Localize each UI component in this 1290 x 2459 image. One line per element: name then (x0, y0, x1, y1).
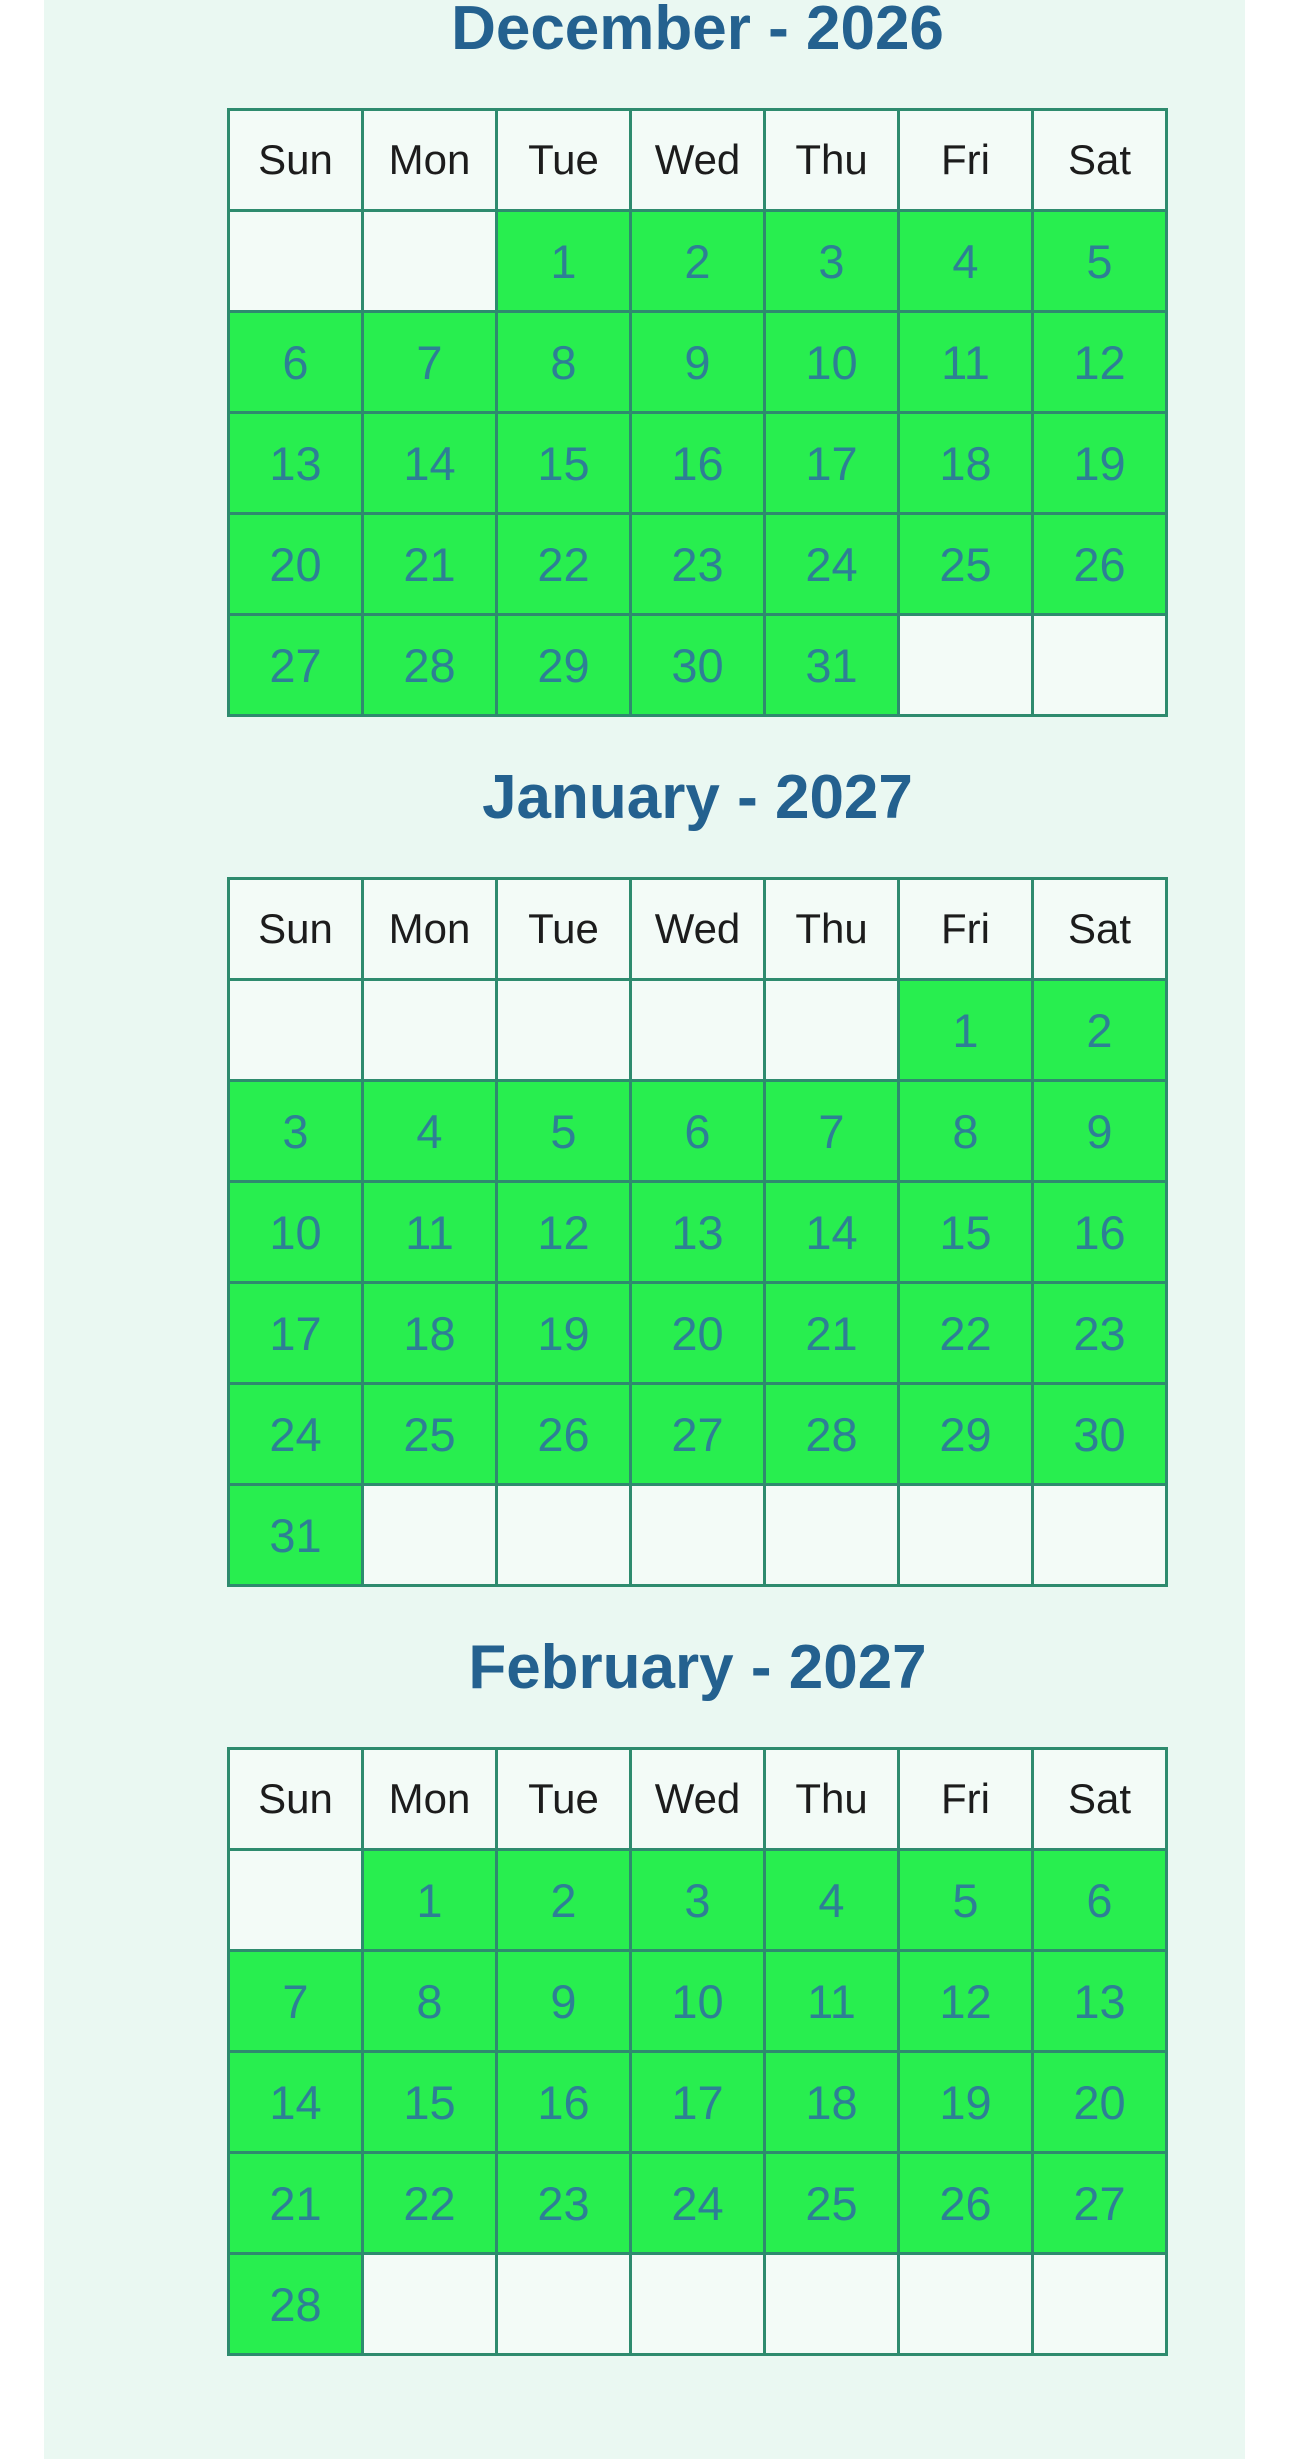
day-cell[interactable]: 6 (1033, 1850, 1167, 1951)
week-row (229, 413, 1167, 514)
day-cell[interactable]: 2 (497, 1850, 631, 1951)
empty-day-cell (363, 1485, 497, 1586)
week-row (229, 2254, 1167, 2355)
day-cell[interactable]: 14 (765, 1182, 899, 1283)
empty-day-cell (497, 980, 631, 1081)
empty-day-cell (497, 2254, 631, 2355)
weekday-tue: Tue (497, 1749, 631, 1850)
day-cell[interactable]: 12 (899, 1951, 1033, 2052)
day-cell[interactable]: 31 (765, 615, 899, 716)
day-cell[interactable]: 29 (899, 1384, 1033, 1485)
day-cell[interactable]: 21 (229, 2153, 363, 2254)
weekday-wed: Wed (631, 879, 765, 980)
weekday-thu: Thu (765, 1749, 899, 1850)
day-cell[interactable]: 4 (899, 211, 1033, 312)
week-row (229, 1384, 1167, 1485)
day-cell[interactable]: 15 (363, 2052, 497, 2153)
day-cell[interactable]: 28 (229, 2254, 363, 2355)
day-cell[interactable]: 21 (765, 1283, 899, 1384)
week-row (229, 1283, 1167, 1384)
weekday-fri: Fri (899, 879, 1033, 980)
day-cell[interactable]: 1 (363, 1850, 497, 1951)
day-cell[interactable]: 7 (765, 1081, 899, 1182)
weekday-header-row (229, 879, 1167, 980)
day-cell[interactable]: 9 (631, 312, 765, 413)
week-row (229, 2052, 1167, 2153)
week-row (229, 980, 1167, 1081)
day-cell[interactable]: 2 (1033, 980, 1167, 1081)
empty-day-cell (899, 1485, 1033, 1586)
weekday-sun: Sun (229, 110, 363, 211)
week-row (229, 312, 1167, 413)
day-cell[interactable]: 3 (765, 211, 899, 312)
weekday-thu: Thu (765, 879, 899, 980)
empty-day-cell (765, 1485, 899, 1586)
day-cell[interactable]: 1 (899, 980, 1033, 1081)
weekday-tue: Tue (497, 879, 631, 980)
day-cell[interactable]: 8 (363, 1951, 497, 2052)
day-cell[interactable]: 25 (765, 2153, 899, 2254)
day-cell[interactable]: 8 (899, 1081, 1033, 1182)
week-row (229, 615, 1167, 716)
day-cell[interactable]: 8 (497, 312, 631, 413)
day-cell[interactable]: 24 (229, 1384, 363, 1485)
weekday-thu: Thu (765, 110, 899, 211)
calendar-table (227, 1747, 1168, 2356)
day-cell[interactable]: 28 (363, 615, 497, 716)
day-cell[interactable]: 14 (363, 413, 497, 514)
day-cell[interactable]: 24 (631, 2153, 765, 2254)
day-cell[interactable]: 23 (1033, 1283, 1167, 1384)
calendar-page (44, 0, 1245, 2459)
week-row (229, 2153, 1167, 2254)
day-cell[interactable]: 5 (1033, 211, 1167, 312)
weekday-mon: Mon (363, 879, 497, 980)
day-cell[interactable]: 27 (631, 1384, 765, 1485)
day-cell[interactable]: 19 (899, 2052, 1033, 2153)
month-title: December - 2026 (451, 0, 944, 63)
day-cell[interactable]: 13 (229, 413, 363, 514)
day-cell[interactable]: 4 (765, 1850, 899, 1951)
day-cell[interactable]: 20 (1033, 2052, 1167, 2153)
weekday-sat: Sat (1033, 1749, 1167, 1850)
empty-day-cell (765, 980, 899, 1081)
month-section (227, 1632, 1168, 2356)
empty-day-cell (765, 2254, 899, 2355)
day-cell[interactable]: 28 (765, 1384, 899, 1485)
month-section (227, 0, 1168, 717)
day-cell[interactable]: 20 (229, 514, 363, 615)
month-title: February - 2027 (468, 1633, 927, 1702)
day-cell[interactable]: 15 (497, 413, 631, 514)
empty-day-cell (363, 980, 497, 1081)
day-cell[interactable]: 5 (497, 1081, 631, 1182)
day-cell[interactable]: 7 (363, 312, 497, 413)
day-cell[interactable]: 25 (899, 514, 1033, 615)
day-cell[interactable]: 12 (497, 1182, 631, 1283)
weekday-sun: Sun (229, 1749, 363, 1850)
day-cell[interactable]: 27 (1033, 2153, 1167, 2254)
day-cell[interactable]: 23 (497, 2153, 631, 2254)
day-cell[interactable]: 25 (363, 1384, 497, 1485)
day-cell[interactable]: 6 (229, 312, 363, 413)
day-cell[interactable]: 15 (899, 1182, 1033, 1283)
day-cell[interactable]: 26 (1033, 514, 1167, 615)
day-cell[interactable]: 11 (363, 1182, 497, 1283)
day-cell[interactable]: 19 (1033, 413, 1167, 514)
day-cell[interactable]: 20 (631, 1283, 765, 1384)
day-cell[interactable]: 16 (631, 413, 765, 514)
day-cell[interactable]: 17 (765, 413, 899, 514)
day-cell[interactable]: 11 (899, 312, 1033, 413)
day-cell[interactable]: 3 (631, 1850, 765, 1951)
week-row (229, 1182, 1167, 1283)
calendar-table (227, 108, 1168, 717)
day-cell[interactable]: 10 (765, 312, 899, 413)
week-row (229, 514, 1167, 615)
day-cell[interactable]: 30 (1033, 1384, 1167, 1485)
day-cell[interactable]: 22 (899, 1283, 1033, 1384)
day-cell[interactable]: 18 (765, 2052, 899, 2153)
weekday-fri: Fri (899, 1749, 1033, 1850)
day-cell[interactable]: 22 (497, 514, 631, 615)
empty-day-cell (1033, 2254, 1167, 2355)
weekday-wed: Wed (631, 110, 765, 211)
day-cell[interactable]: 9 (497, 1951, 631, 2052)
day-cell[interactable]: 10 (229, 1182, 363, 1283)
day-cell[interactable]: 16 (1033, 1182, 1167, 1283)
day-cell[interactable]: 2 (631, 211, 765, 312)
day-cell[interactable]: 11 (765, 1951, 899, 2052)
day-cell[interactable]: 23 (631, 514, 765, 615)
day-cell[interactable]: 17 (229, 1283, 363, 1384)
weekday-tue: Tue (497, 110, 631, 211)
day-cell[interactable]: 24 (765, 514, 899, 615)
week-row (229, 1485, 1167, 1586)
day-cell[interactable]: 16 (497, 2052, 631, 2153)
day-cell[interactable]: 31 (229, 1485, 363, 1586)
day-cell[interactable]: 18 (899, 413, 1033, 514)
day-cell[interactable]: 21 (363, 514, 497, 615)
empty-day-cell (229, 211, 363, 312)
empty-day-cell (631, 2254, 765, 2355)
day-cell[interactable]: 22 (363, 2153, 497, 2254)
day-cell[interactable]: 10 (631, 1951, 765, 2052)
day-cell[interactable]: 5 (899, 1850, 1033, 1951)
day-cell[interactable]: 3 (229, 1081, 363, 1182)
empty-day-cell (497, 1485, 631, 1586)
day-cell[interactable]: 13 (1033, 1951, 1167, 2052)
day-cell[interactable]: 30 (631, 615, 765, 716)
empty-day-cell (1033, 1485, 1167, 1586)
weekday-sat: Sat (1033, 879, 1167, 980)
day-cell[interactable]: 26 (899, 2153, 1033, 2254)
week-row (229, 1951, 1167, 2052)
weekday-sun: Sun (229, 879, 363, 980)
month-title: January - 2027 (482, 763, 913, 832)
empty-day-cell (363, 2254, 497, 2355)
day-cell[interactable]: 4 (363, 1081, 497, 1182)
empty-day-cell (631, 1485, 765, 1586)
month-section (227, 762, 1168, 1587)
weekday-mon: Mon (363, 110, 497, 211)
day-cell[interactable]: 18 (363, 1283, 497, 1384)
day-cell[interactable]: 7 (229, 1951, 363, 2052)
empty-day-cell (229, 980, 363, 1081)
day-cell[interactable]: 13 (631, 1182, 765, 1283)
day-cell[interactable]: 17 (631, 2052, 765, 2153)
day-cell[interactable]: 29 (497, 615, 631, 716)
week-row (229, 1850, 1167, 1951)
calendar-table (227, 877, 1168, 1587)
weekday-sat: Sat (1033, 110, 1167, 211)
empty-day-cell (229, 1850, 363, 1951)
empty-day-cell (899, 615, 1033, 716)
day-cell[interactable]: 12 (1033, 312, 1167, 413)
day-cell[interactable]: 14 (229, 2052, 363, 2153)
day-cell[interactable]: 19 (497, 1283, 631, 1384)
weekday-wed: Wed (631, 1749, 765, 1850)
weekday-header-row (229, 110, 1167, 211)
week-row (229, 211, 1167, 312)
weekday-mon: Mon (363, 1749, 497, 1850)
weekday-header-row (229, 1749, 1167, 1850)
weekday-fri: Fri (899, 110, 1033, 211)
empty-day-cell (631, 980, 765, 1081)
empty-day-cell (899, 2254, 1033, 2355)
empty-day-cell (1033, 615, 1167, 716)
day-cell[interactable]: 27 (229, 615, 363, 716)
week-row (229, 1081, 1167, 1182)
day-cell[interactable]: 6 (631, 1081, 765, 1182)
day-cell[interactable]: 9 (1033, 1081, 1167, 1182)
empty-day-cell (363, 211, 497, 312)
day-cell[interactable]: 1 (497, 211, 631, 312)
day-cell[interactable]: 26 (497, 1384, 631, 1485)
